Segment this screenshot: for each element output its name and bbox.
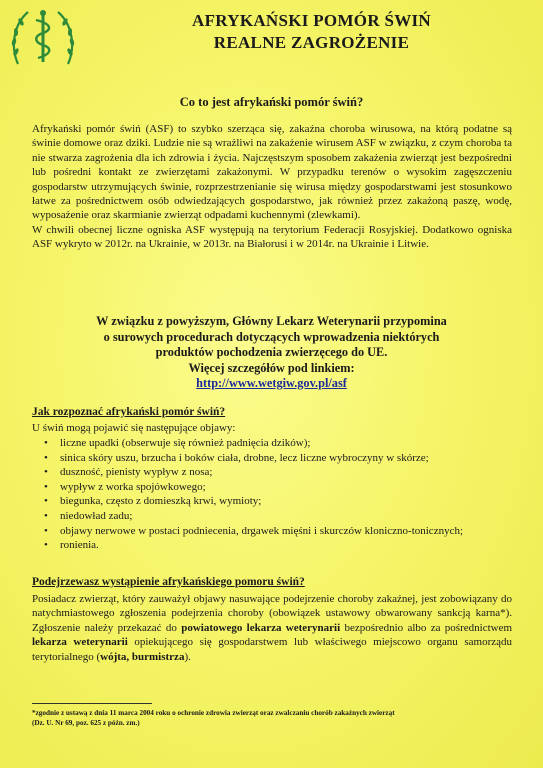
intro-paragraph-1: Afrykański pomór świń (ASF) to szybko szerząca się, zakaźna choroba wirusowa, na którą podatne są świnie domowe oraz dziki. Ludzie nie są wrażliwi na zakażenie wirusem ASF w związku, z czym choroba ta nie stwarza zagrożenia dla ich zdrowia i życia. Najczęstszym sposobem zakażenia zwierząt jest bezpośredni lub pośredni kontakt ze zwierzętami zakażonymi. W przypadku terenów o wysokim zagęszczeniu gospodarstw utrzymujących świnie, rozprzestrzenianie się wirusa między gospodarstwami jest stosunkowo łatwe za pośrednictwem osób odwiedzających gospodarstwo, jak również przez zakażoną paszę, wodę, wyposażenie oraz skarmianie zwierząt odpadami kuchennymi (zlewkami). (32, 123, 512, 222)
footnote (32, 708, 512, 728)
symptom-item: • ronienia. (32, 538, 512, 553)
notice-block (20, 314, 523, 392)
poster-title (100, 10, 523, 54)
suspicion-text: Posiadacz zwierząt, który zauważył objawy nasuwające podejrzenie choroby zakaźnej, jest zobowiązany do natychmiastowego zgłoszenia podejrzenia choroby (obowiązek ustawowy obwarowany sankcją karna*). Zgłoszenie należy przekazać do powiatowego lekarza weterynarii bezpośrednio albo za pośrednictwem lekarza weterynarii opiekującego się gospodarstwem lub właściwego miejscowo organu samorządu terytorialnego (wójta, burmistrza). (32, 593, 513, 663)
intro-paragraph-2: W chwili obecnej liczne ogniska ASF występują na terytorium Federacji Rosyjskiej. Dodatkowo ogniska ASF wykryto w 2012r. na Ukrainie, w 2013r. na Białorusi i w 2014r. na Ukrainie i Litwie. (32, 223, 512, 251)
symptom-item: • duszność, pienisty wypływ z nosa; (32, 465, 512, 480)
symptom-item: • sinica skóry uszu, brzucha i boków ciała, drobne, lecz liczne wybroczyny w skórze; (32, 451, 512, 466)
notice-line-1: W związku z powyższym, Główny Lekarz Weterynarii przypomina (96, 314, 447, 328)
notice-line-4: Więcej szczegółów pod linkiem: (188, 360, 355, 375)
footnote-line-2: (Dz. U. Nr 69, poz. 625 z późn. zm.) (32, 719, 140, 727)
bold-county-vet: powiatowego lekarza weterynarii (181, 621, 341, 634)
suspicion-heading: Podejrzewasz wystąpienie afrykańskiego pomoru świń? (32, 576, 305, 588)
symptom-item: • liczne upadki (obserwuje się również padnięcia dzików); (32, 436, 512, 451)
bold-mayor: wójta, burmistrza (100, 650, 185, 663)
intro-text (32, 122, 512, 252)
footnote-line-1: *zgodnie z ustawą z dnia 11 marca 2004 roku o ochronie zdrowia zwierząt oraz zwalczaniu chorób zakaźnych zwierząt (32, 709, 395, 717)
symptoms-list (32, 436, 512, 553)
intro-heading: Co to jest afrykański pomór świń? (179, 95, 364, 109)
title-line-1: AFRYKAŃSKI POMÓR ŚWIŃ (192, 11, 431, 30)
symptom-item: • objawy nerwowe w postaci podniecenia, drgawek mięśni i skurczów kloniczno-tonicznych; (32, 524, 512, 539)
symptom-item: • biegunka, często z domieszką krwi, wymioty; (32, 494, 512, 509)
notice-line-2: o surowych procedurach dotyczących wprowadzenia niektórych (103, 329, 440, 344)
veterinary-emblem-icon (8, 6, 78, 68)
asf-link[interactable]: http://www.wetgiw.gov.pl/asf (196, 376, 347, 390)
symptom-item: • wypływ z worka spojówkowego; (32, 480, 512, 495)
symptoms-heading: Jak rozpoznać afrykański pomór świń? (32, 406, 226, 418)
symptom-item: • niedowład zadu; (32, 509, 512, 524)
notice-line-3: produktów pochodzenia zwierzęcego do UE. (155, 345, 388, 359)
title-line-2: REALNE ZAGROŻENIE (213, 33, 410, 52)
bold-vet: lekarza weterynarii (32, 636, 128, 649)
footnote-divider (32, 703, 152, 704)
symptoms-intro: U świń mogą pojawić się następujące objawy: (32, 422, 236, 434)
